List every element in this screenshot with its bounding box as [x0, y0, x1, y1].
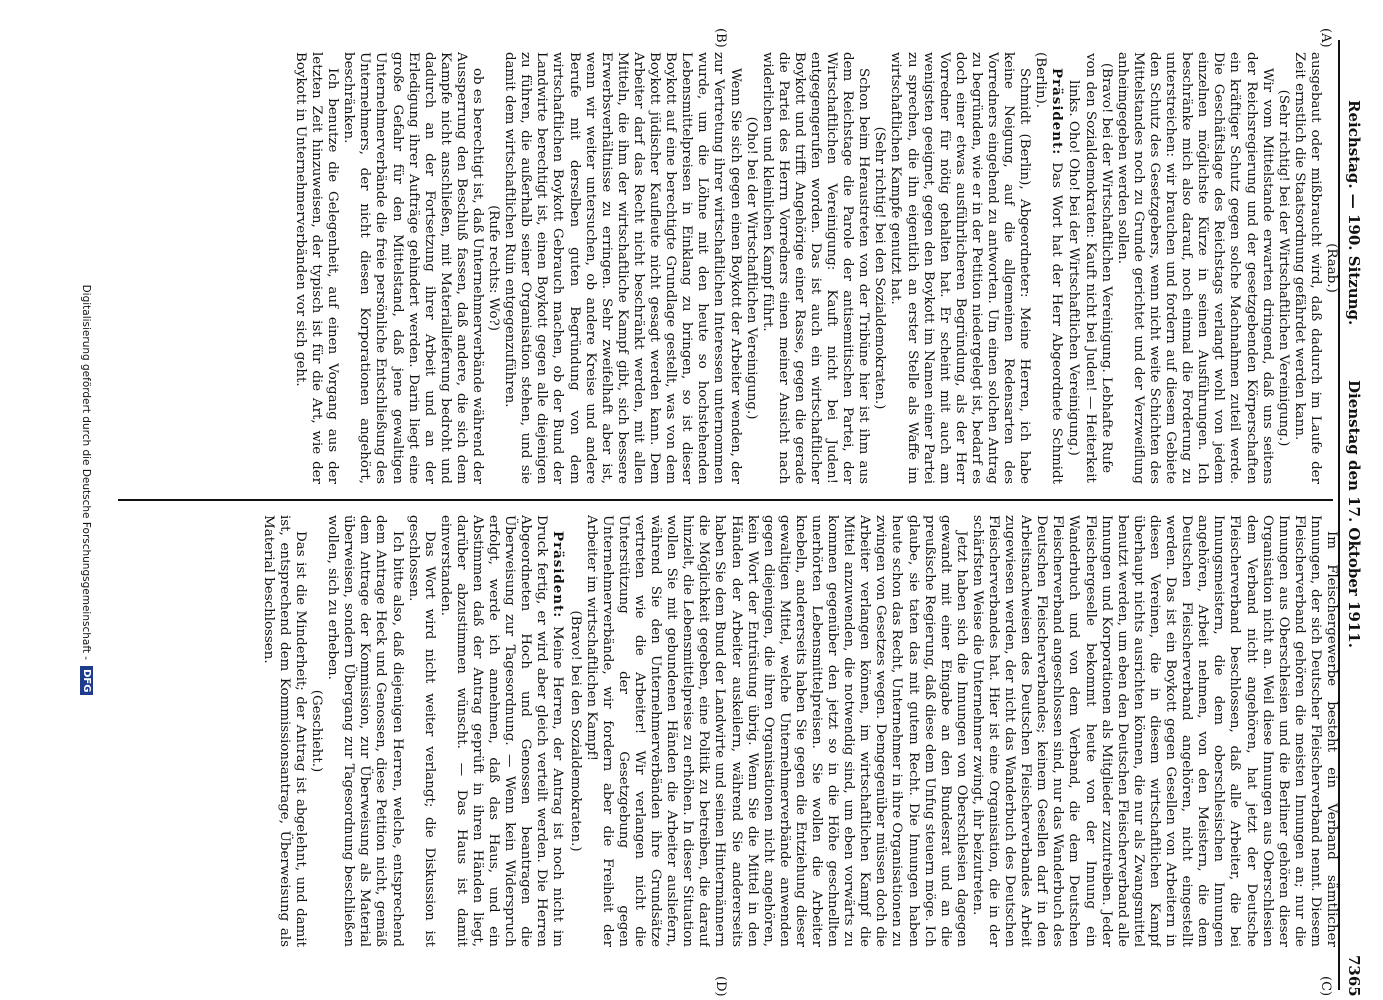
paragraph: Schmidt (Berlin), Abgeordneter: Meine Herren, ich habe keine Neigung, auf die allgemeinen Redensarten des Vorredners eingehend zu antworten. Um einen solchen Antrag zu begründen, wie er in der Petition niedergelegt ist, bedarf es doch einer etwas ausführlicheren Begründung, als der Herr Vorredner für nötig gehalten hat. Er scheint mit auch am wenigsten geeignet, gegen den Boykott im Namen einer Partei zu sprechen, die ihn eigentlich an erster Stelle als Waffe im wirtschaftlichen Kampfe genutzt hat.: [888, 52, 1033, 484]
right-text-column: [119, 515, 1339, 947]
paragraph: ob es berechtigt ist, daß Unternehmerverbände während der Aussperrung den Beschluß fassen, daß andere, die sich dem Kampfe nicht anschließen, mit Materiallieferung bedroht und dadurch an der Fortsetzung ihrer Arbeit und an der Erledigung ihrer Aufträge gehindert werden. Darin liegt eine große Gefahr für den Mittelstand, daß jene gewaltigen Unternehmerverbände die freie persönliche Entschließung des Unternehmers, der nicht diesen Korporationen angehört, beschränken.: [341, 52, 486, 484]
dfg-logo: DFG: [80, 666, 93, 695]
stage-direction: (Oho! bei der Wirtschaftlichen Vereinigung.): [743, 116, 759, 420]
footer-credit: [80, 0, 93, 1000]
stage-direction: (Rufe rechts: Wo?): [486, 205, 502, 331]
paragraph: Präsident: Meine Herren, der Antrag ist noch nicht im Druck fertig, er wird aber gleich verteilt werden. Die Herren Abgeordneten Hoch und Genossen beantragen die Überweisung zur Tagesordnung. — Wenn kein Widerspruch erfolgt, werde ich annehmen, daß das Haus, und ein Abstimmen daß der Antrag geprüft in ihren Händen liegt, darüber abzustimmen wünscht. — Das Haus ist damit einverstanden.: [437, 515, 567, 947]
paragraph: Das ist die Minderheit; der Antrag ist abgelehnt, und damit ist, entsprechend dem Kommissionsantrage, Überweisung als Material beschlossen.: [260, 515, 308, 947]
paragraph: ausgebaut oder mißbraucht wird, daß dadurch im Laufe der Zeit ernstlich die Staatsordnung gefährdet werden kann.: [1291, 52, 1323, 484]
margin-mark-a: (A): [1318, 28, 1333, 48]
paragraph: Wenn Sie sich gegen einen Boykott der Arbeiter wenden, der zur Vertretung ihrer wirtschaftlichen Interessen unternommen wurde, um die Löhne mit den heute so hochstehenden Lebensmittelpreisen in Einklang zu bringen, so ist dieser Boykott auf eine berechtigte Grundlage gestellt, was von dem Boykott jüdischer Kaufleute nicht gesagt werden kann. Dem Arbeiter darf das Recht nicht beschränkt werden, mit allen Mitteln, die ihm der wirtschaftliche Kampf gibt, sich bessere Erwerbsverhältnisse zu erringen. Sehr zweifelhaft aber ist, wenn wir weiter untersuchen, ob andere Kreise und andere Berufe mit derselben guten Begründung von dem wirtschaftlichen Boykott Gebrauch machen, ob der Bund der Landwirte berechtigt ist, einen Boykott gegen alle diejenigen zu führen, die außerhalb seiner Organisation stehen, und sie damit dem wirtschaftlichen Ruin entgegenzuführen.: [502, 52, 743, 484]
paragraph: Präsident: Das Wort hat der Herr Abgeordnete Schmidt (Berlin).: [1033, 52, 1066, 484]
header-session-title: Reichstag. — 190. Sitzung.: [1345, 100, 1363, 326]
margin-mark-c: (C): [1318, 976, 1333, 997]
margin-mark-d: (D): [713, 976, 728, 997]
stage-direction: (Bravo! bei den Sozialdemokraten.): [567, 610, 583, 852]
stage-direction: (Raab.): [1324, 243, 1339, 293]
paragraph: Im Fleischergewerbe besteht ein Verband sämtlicher Innungen, der sich Deutscher Fleischerverband nennt. Diesem Fleischerverband gehören die meisten Innungen an; nur die Innungen aus Oberschlesien und die Berliner gehören dieser Organisation nicht an. Weil diese Innungen aus Oberschlesien dem Verband nicht angehören, hat jetzt der Deutsche Fleischerverband beschlossen, daß alle Arbeiter, die bei Innungsmeistern, die dem oberschlesischen Innungen angehören, Arbeit nehmen, von den Meistern, die dem Deutschen Fleischerverband angehören, nicht eingestellt werden. Das ist ein Boykott gegen Gesellen von Arbeitern in diesen Vereinen, die in diesem wirtschaftlichen Kampf überhaupt nichts ausrichten können, die nur als Zwangsmittel benutzt werden, um eben den Deutschen Fleischerverband alle Innungen und Korporationen als Mitglieder zuzutreiben. Jeder Fleischergeselle bekommt heute von der Innung ein Wanderbuch und von dem Verband, die dem Deutschen Fleischerverband angeschlossen sind, nur das Wanderbuch des Deutschen Fleischerverbandes; keinem Gesellen darf in den Arbeitsnachweisen des Deutschen Fleischerverbandes Arbeit zugewiesen werden, der nicht das Wanderbuch des Deutschen Fleischerverbandes hat. Hier ist eine Organisation, die in der schärfsten Weise die Unternehmer zwingt, ihr beizutreten.: [969, 515, 1339, 947]
paragraph: Das Wort wird nicht weiter verlangt; die Diskussion ist geschlossen.: [405, 515, 437, 947]
stage-direction: (Geschieht.): [309, 689, 325, 773]
margin-mark-b: (B): [713, 28, 728, 48]
paragraph: Jetzt haben sich die Innungen von Oberschlesien dagegen gewandt mit einer Eingabe an den Bundesrat und an die preußische Regierung, daß diese dem Unfug steuern möge. Ich glaube, sie taten das mit gutem Recht. Die Innungen haben heute schon das Recht, Unternehmer in ihre Organisationen zu zwingen von Gesetzes wegen. Demgegenüber müssen doch die Arbeiter verlangen können, im wirtschaftlichen Kampf die Mittel anzuwenden, die notwendig sind, um eben vorwärts zu kommen gegenüber den jetzt so in die Höhe geschnellten unerhörten Lebensmittelpreisen. Sie wollen die Arbeiter knebeln, andererseits haben Sie gegen die Entziehung dieser gewaltigen Mittel, welche Unternehmerverbände anwenden gegen diejenigen, die ihren Organisationen nicht angehören, kein Wort der Entrüstung übrig. Wenn Sie die Mittel in den Händen der Arbeiter auskeilern, während Sie andererseits haben Sie dem Bund der Landwirte und seinen Hintermännern die Möglichkeit gegeben, eine Politik zu betreiben, die darauf hinzielt, die Lebensmittelpreise zu erhöhen. In dieser Situation wollen Sie mit gebundenen Händen die Arbeiter ausliefern, während Sie den Unternehmerverbänden ihre Grundsätze vertreten wie die Arbeiter! Wir verlangen nicht die Unterstützung der Gesetzgebung gegen Unternehmerverbände, wir fordern aber die Freiheit der Arbeiter im wirtschaftlichen Kampf!: [583, 515, 969, 947]
stage-direction: (Sehr richtig! bei der Wirtschaftlichen Vereinigung.): [1275, 89, 1291, 447]
stage-direction: (Sehr richtig! bei den Sozialdemokraten.): [872, 126, 888, 410]
footer-text: Digitalisierung gefördert durch die Deutsche Forschungsgemeinschaft -: [80, 284, 93, 661]
paragraph: Wir vom Mittelstande erwarten dringend, daß uns seitens der Reichsregierung und der gesetzgebenden Körperschaften ein kräftiger Schutz gegen solche Machnahmen zuteil werde. Die Geschäftslage des Reichstags verlangt wohl von jedem einzelnen möglichste Kürze in seinen Ausführungen. Ich beschränke mich also darauf, noch einmal die Forderung zu unterstreichen: wir brauchen und fordern auf diesem Gebiete den Schutz des Gesetzgebers, wenn nicht weite Schichten des Mittelstandes noch zu Grunde gerichtet und der Verzweiflung anheimgegeben werden sollen.: [1114, 52, 1275, 484]
header-date: Dienstag den 17. Oktober 1911.: [1345, 380, 1363, 648]
speaker-label: Präsident:: [550, 531, 567, 619]
paragraph: Ich bitte also, daß diejenigen Herren, welche, entsprechend dem Antrage Heck und Genossen, diese Petition nicht, gemäß dem Antrage der Kommission, zur Überweisung als Material überweisen, sondern Übergang zur Tagesordnung beschließen wollen, sich zu erheben.: [325, 515, 405, 947]
stage-direction: (Bravo! bei der Wirtschaftlichen Vereinigung. Lebhafte Rufe von den Sozialdemokraten: Kauft nicht bei Juden! — Heiterkeit links. Oho! Oho! bei der Wirtschaftlichen Vereinigung.): [1066, 53, 1114, 483]
left-text-column: [119, 52, 1339, 484]
paragraph: Schon beim Heraustreten von der Tribüne hier ist ihm aus dem Reichstage die Parole der antisemitischen Partei, der Wirtschaftlichen Vereinigung: Kauft nicht bei Juden! entgegengerufen worden. Das ist auch ein wirtschaftlicher Boykott und trifft Angehörige einer Rasse, gegen die gerade die Partei des Herrn Vorredners einen meiner Ansicht nach widerlichen und kleinlichen Kampf führt.: [759, 52, 872, 484]
paragraph: Ich benutze die Gelegenheit, auf einen Vorgang aus der letzten Zeit hinzuweisen, der typisch ist für die Art, wie der Boykott in Unternehmerverbänden vor sich geht.: [293, 52, 341, 484]
speaker-label: Präsident:: [1049, 68, 1066, 156]
column-divider: [118, 499, 1333, 501]
header-page-number: 7365: [1345, 955, 1363, 997]
